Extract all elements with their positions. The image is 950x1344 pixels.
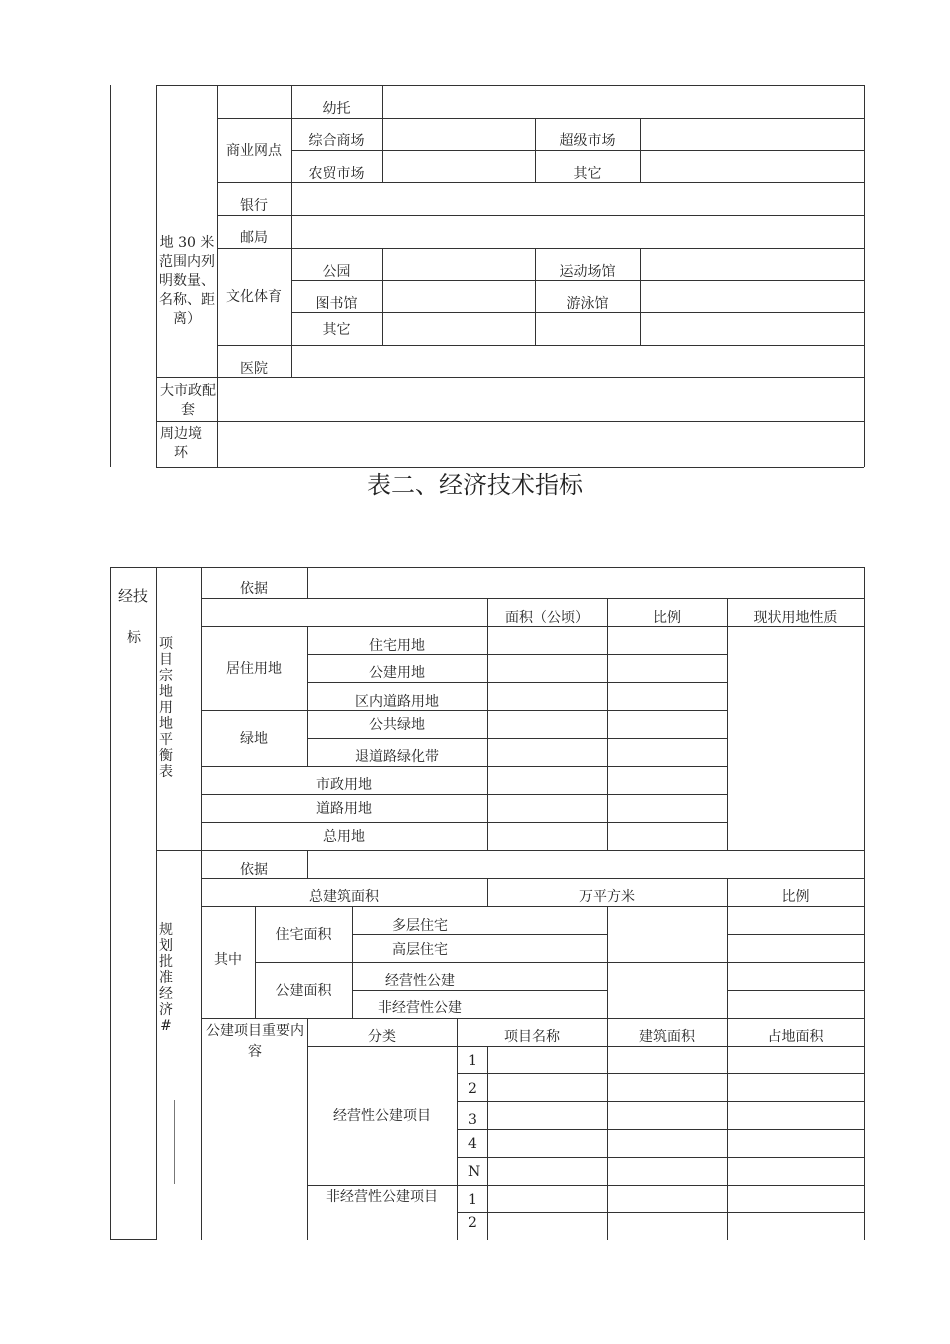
label-hospital: 医院	[240, 361, 268, 377]
row-number: 1	[468, 1192, 477, 1208]
label-kindergarten: 幼托	[322, 101, 351, 117]
label-basis-1: 依据	[240, 581, 268, 597]
left-label-top: 经技	[118, 587, 149, 605]
label-park: 公园	[322, 264, 351, 280]
label-total-floor-area: 总建筑面积	[309, 889, 379, 905]
label-stadium: 运动场馆	[559, 264, 616, 280]
label-commercial: 商业网点	[226, 143, 282, 159]
label-public-building-area: 公建面积	[275, 983, 332, 999]
label-green-land: 绿地	[240, 731, 268, 747]
row-number: 2	[468, 1215, 477, 1231]
label-commercial-projects: 经营性公建项目	[333, 1108, 431, 1124]
label-post-office: 邮局	[240, 230, 268, 246]
label-bank: 银行	[240, 198, 268, 214]
label-noncommercial-projects: 非经营性公建项目	[326, 1189, 438, 1205]
label-farmers-market: 农贸市场	[308, 166, 365, 182]
label-residential-land: 居住用地	[226, 661, 282, 677]
header-floor-area: 建筑面积	[639, 1029, 695, 1045]
row-number: 4	[468, 1136, 477, 1152]
header-area: 面积（公顷）	[505, 610, 589, 626]
label-library: 图书馆	[315, 296, 358, 312]
left-label-bottom: 标	[127, 630, 141, 646]
header-land-area: 占地面积	[767, 1029, 824, 1045]
label-basis-2: 依据	[240, 862, 268, 878]
section-label-surroundings: 地 30 米范围内列明数量、名称、距离）	[159, 235, 215, 327]
label-housing-area: 住宅面积	[275, 927, 332, 943]
label-road-land: 道路用地	[316, 801, 372, 817]
page-title: 表二、经济技术指标	[367, 471, 583, 499]
label-housing-land: 住宅用地	[369, 638, 425, 654]
label-internal-road-land: 区内道路用地	[355, 694, 439, 710]
label-ratio-2: 比例	[781, 889, 810, 905]
label-municipal-land: 市政用地	[316, 777, 372, 793]
header-current-use: 现状用地性质	[753, 610, 838, 626]
label-other-2: 其它	[322, 322, 351, 338]
section-label-land-balance: 项目宗地用地平衡表	[159, 636, 173, 780]
header-ratio: 比例	[653, 610, 681, 626]
row-number: 3	[468, 1112, 477, 1128]
label-total-land: 总用地	[323, 829, 365, 845]
header-category: 分类	[368, 1029, 396, 1045]
label-noncommercial-public: 非经营性公建	[378, 1000, 462, 1016]
row-number: 1	[468, 1053, 477, 1069]
label-of-which: 其中	[214, 952, 242, 968]
label-supermarket: 超级市场	[559, 133, 616, 149]
label-pool: 游泳馆	[566, 296, 609, 312]
label-mall: 综合商场	[308, 133, 365, 149]
label-surrounding-env: 周边境环	[160, 426, 202, 461]
row-number: 2	[468, 1081, 477, 1097]
label-highrise: 高层住宅	[392, 942, 448, 958]
label-key-public-projects: 公建项目重要内容	[206, 1023, 304, 1060]
section-label-approved-indicators: 规划批准经济#	[159, 922, 173, 1034]
label-municipal: 大市政配套	[160, 383, 216, 418]
header-project-name: 项目名称	[504, 1029, 560, 1045]
label-multistory: 多层住宅	[392, 918, 448, 934]
row-number: N	[468, 1164, 481, 1180]
label-setback-green: 退道路绿化带	[355, 749, 439, 765]
label-public-green: 公共绿地	[369, 717, 425, 733]
label-commercial-public: 经营性公建	[385, 973, 455, 989]
label-public-building-land: 公建用地	[369, 665, 425, 681]
label-10k-sqm: 万平方米	[579, 889, 635, 905]
label-other-1: 其它	[573, 166, 602, 182]
label-culture-sports: 文化体育	[226, 289, 282, 305]
